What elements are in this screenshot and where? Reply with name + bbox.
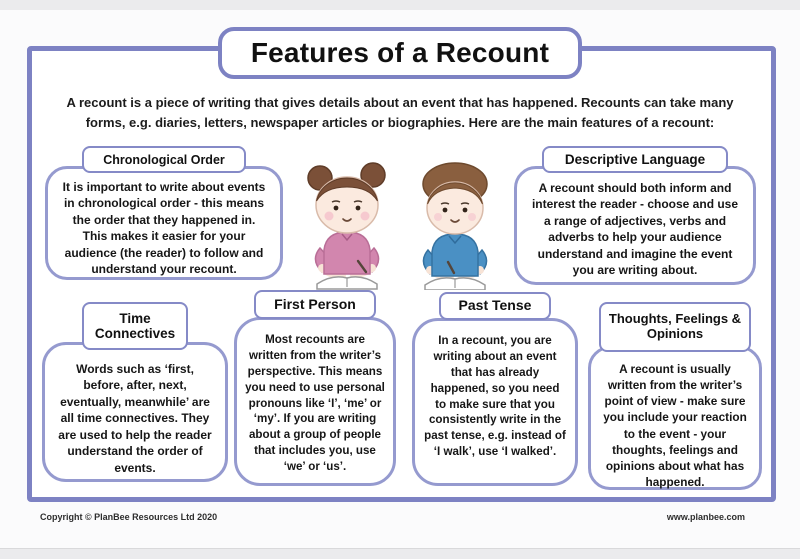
feature-title-label: Descriptive Language [564, 151, 706, 167]
feature-box-descriptive-language [514, 146, 756, 285]
feature-title-label: First Person [274, 295, 356, 312]
feature-title-label: Chronological Order [103, 152, 225, 167]
feature-title-descriptive-language [542, 146, 728, 173]
feature-body-text: A recount is usually written from the writer’s point of view - make sure you include your reaction to the event - your thoughts, feelings and opinions about what has happened. [603, 362, 747, 490]
feature-title-time-connectives [82, 302, 188, 350]
feature-body-thoughts-feelings-opinions [588, 346, 762, 490]
feature-title-label: Time Connectives [94, 310, 176, 341]
scan-edge-top [0, 0, 800, 10]
feature-body-time-connectives [42, 342, 228, 482]
feature-body-descriptive-language [514, 166, 756, 285]
feature-title-first-person [254, 290, 376, 319]
feature-title-chronological-order [82, 146, 246, 173]
website-text: www.planbee.com [666, 512, 745, 522]
children-writing-illustration [292, 156, 508, 290]
feature-box-time-connectives [42, 302, 228, 482]
feature-body-text: Most recounts are written from the writer’s perspective. This means you need to use personal pronouns like ‘I’, ‘me’ or ‘my’. If you are writing about a group of people that includes you, use ‘we’ or ‘us’. [245, 333, 385, 473]
feature-title-label: Thoughts, Feelings & Opinions [608, 311, 742, 341]
feature-body-text: A recount should both inform and interest the reader - choose and use a range of adjectives, verbs and adverbs to help your audience understand and imagine the event you are writing about. [531, 181, 739, 278]
feature-body-past-tense [412, 318, 578, 486]
boy-writing-figure [423, 163, 487, 290]
poster-title: Features of a Recount [250, 37, 550, 68]
scan-edge-bottom [0, 548, 800, 559]
feature-title-label: Past Tense [458, 297, 532, 314]
feature-box-chronological-order [45, 146, 283, 280]
feature-body-first-person [234, 317, 396, 486]
copyright-text: Copyright © PlanBee Resources Ltd 2020 [40, 512, 218, 522]
feature-box-thoughts-feelings-opinions [588, 302, 762, 490]
intro-paragraph: A recount is a piece of writing that gives details about an event that has happened. Recounts can take many forms, e.g. diaries, letters, newspaper articles or biographies. Here are the main features of a recount: [66, 95, 734, 130]
feature-box-past-tense [412, 292, 578, 486]
poster-title-box [218, 27, 582, 79]
feature-body-text: It is important to write about events in chronological order - this means the order that they happened in. This makes it easier for your audience (the reader) to follow and understand your recount. [62, 180, 266, 277]
feature-body-text: In a recount, you are writing about an event that has already happened, so you need to make sure that you consistently write in the past tense, e.g. instead of ‘I walk’, use ‘I walked’. [424, 334, 566, 459]
feature-title-thoughts-feelings-opinions [599, 302, 751, 352]
girl-writing-figure [308, 163, 385, 289]
feature-box-first-person [234, 290, 396, 486]
feature-title-past-tense [439, 292, 551, 320]
feature-body-text: Words such as ‘first, before, after, next, eventually, meanwhile’ are all time connectives. They are used to help the reader understand the order of events. [58, 362, 212, 475]
feature-body-chronological-order [45, 166, 283, 280]
